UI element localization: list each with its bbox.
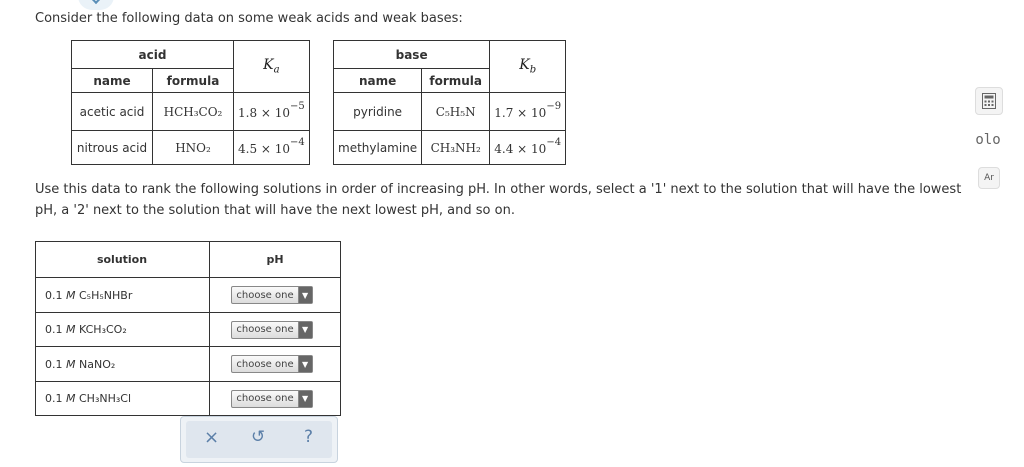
- acid-formula-cell: HNO₂: [153, 131, 234, 165]
- solution-cell: 0.1 M C₅H₅NHBr: [36, 278, 210, 313]
- table-row: [36, 347, 341, 382]
- base-table: [333, 40, 566, 165]
- acid-formula-header: formula: [153, 69, 234, 93]
- intro-text: Consider the following data on some weak acids and weak bases:: [35, 11, 463, 26]
- bar-chart-icon[interactable]: olo: [975, 132, 1001, 148]
- base-name-cell: methylamine: [334, 131, 422, 165]
- base-formula-header: formula: [422, 69, 490, 93]
- answer-toolbar: [180, 416, 338, 463]
- help-icon[interactable]: ?: [304, 427, 314, 447]
- kb-header: $K_b$: [490, 41, 566, 93]
- dropdown-arrow-icon: ▼: [298, 356, 312, 372]
- ph-header: pH: [210, 242, 341, 278]
- acid-formula-cell: HCH₃CO₂: [153, 93, 234, 131]
- base-name-header: name: [334, 69, 422, 93]
- kb-value-cell: $4.4 \times 10^{-4}$: [490, 131, 566, 165]
- instructions-text: Use this data to rank the following solutions in order of increasing pH. In other words, select a '1' next to the solution that will have the lowest pH, a '2' next to the solution that will have the next lowest pH, and so on.: [35, 182, 962, 218]
- rank-select[interactable]: choose one ▼: [231, 286, 312, 304]
- collapse-tab[interactable]: [78, 0, 114, 10]
- table-row: [36, 313, 341, 347]
- solution-cell: 0.1 M KCH₃CO₂: [36, 313, 210, 347]
- solution-cell: 0.1 M CH₃NH₃Cl: [36, 382, 210, 416]
- base-name-cell: pyridine: [334, 93, 422, 131]
- ka-header: $K_a$: [234, 41, 310, 93]
- acid-table: [71, 40, 310, 165]
- rank-select[interactable]: choose one ▼: [231, 355, 312, 373]
- kb-value-cell: $1.7 \times 10^{-9}$: [490, 93, 566, 131]
- table-row: [36, 278, 341, 313]
- ranking-table: [35, 241, 341, 416]
- ka-value-cell: $4.5 \times 10^{-4}$: [234, 131, 310, 165]
- ka-value-cell: $1.8 \times 10^{-5}$: [234, 93, 310, 131]
- calculator-icon[interactable]: [975, 87, 1003, 115]
- acid-name-header: name: [72, 69, 153, 93]
- rank-select[interactable]: choose one ▼: [231, 321, 312, 339]
- dropdown-arrow-icon: ▼: [298, 287, 312, 303]
- base-group-header: base: [334, 41, 490, 69]
- chevron-down-icon: [89, 0, 103, 4]
- acid-name-cell: nitrous acid: [72, 131, 153, 165]
- acid-group-header: acid: [72, 41, 234, 69]
- dropdown-arrow-icon: ▼: [298, 391, 312, 407]
- base-formula-cell: CH₃NH₂: [422, 131, 490, 165]
- clear-icon[interactable]: ×: [204, 427, 220, 448]
- base-formula-cell: C₅H₅N: [422, 93, 490, 131]
- solution-header: solution: [36, 242, 210, 278]
- dropdown-arrow-icon: ▼: [298, 322, 312, 338]
- table-row: [36, 382, 341, 416]
- acid-name-cell: acetic acid: [72, 93, 153, 131]
- periodic-table-icon[interactable]: Ar: [978, 167, 1000, 189]
- undo-icon[interactable]: ↺: [251, 427, 266, 447]
- rank-select[interactable]: choose one ▼: [231, 390, 312, 408]
- solution-cell: 0.1 M NaNO₂: [36, 347, 210, 382]
